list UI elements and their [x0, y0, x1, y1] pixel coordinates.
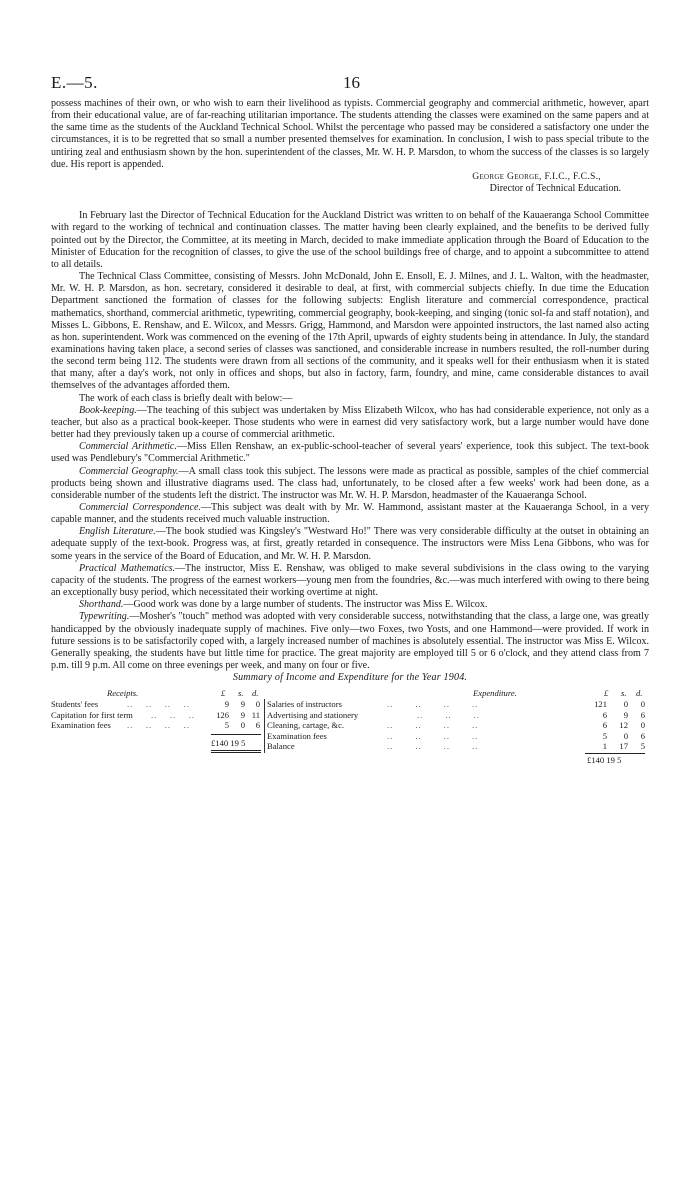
expenditure-subtotal-rule	[585, 753, 645, 754]
subject-paragraph	[51, 563, 649, 599]
expenditure-shillings: 0	[623, 730, 628, 741]
receipts-total-rule	[211, 750, 261, 751]
receipt-label: Students' fees	[51, 699, 99, 710]
subject-title: Shorthand.	[79, 599, 124, 611]
pounds-symbol: £	[221, 688, 226, 699]
expenditure-column	[267, 688, 649, 766]
expenditure-pence: 6	[640, 709, 645, 720]
subject-paragraph	[51, 599, 649, 611]
pence-symbol: d.	[252, 688, 259, 699]
receipt-pence: 0	[255, 699, 260, 710]
leader-dots: .. .. .. ..	[127, 720, 190, 731]
receipts-header-row	[51, 688, 265, 699]
subject-title: English Literature.	[79, 526, 156, 538]
receipts-subtotal-rule	[211, 734, 261, 735]
receipt-pence: 11	[251, 709, 260, 720]
shillings-symbol: s.	[238, 688, 244, 699]
receipts-total-rule	[211, 752, 261, 753]
receipt-pounds: 9	[224, 699, 229, 710]
leader-dots: .. .. .. ..	[387, 720, 479, 731]
leader-dots: .. .. ..	[151, 709, 196, 720]
receipt-row	[51, 699, 265, 709]
expenditure-pounds: 6	[602, 709, 607, 720]
section-gap	[51, 195, 649, 210]
report-paragraph-3: The work of each class is briefly dealt with below:—	[79, 392, 293, 404]
expenditure-header-row	[267, 688, 649, 699]
expenditure-pence: 5	[640, 740, 645, 751]
signature-title: Director of Technical Education.	[489, 183, 621, 195]
expenditure-shillings: 17	[619, 740, 628, 751]
expenditure-shillings: 9	[623, 709, 628, 720]
leader-dots: .. .. .. ..	[387, 740, 479, 751]
subject-title: Commercial Geography.	[79, 465, 179, 477]
expenditure-pounds: 1	[602, 740, 607, 751]
subject-text: —The teaching of this subject was undertaken by Miss Elizabeth Wilcox, who has had considerable experience, not only as a teacher, but also as a practical book-keeper. Those students who were in earnest did very satisfactory work, but a large number would have done better had they previously taken up a course of commercial arithmetic.	[51, 404, 649, 441]
receipt-shillings: 9	[240, 699, 245, 710]
summary-table	[51, 688, 649, 766]
pounds-symbol: £	[604, 688, 609, 699]
subject-text: —Mosher's "touch" method was adopted with very considerable success, notwithstanding that the class, a large one, was greatly handicapped by the obviously inadequate supply of machines. Five only—two Foxes, two Yosts, and one Hammond—were provided. If work in future sessions is to be satisfactorily coped with, a largely increased number of machines is absolutely essential. The instructor was Miss E. Wilcox. Generally speaking, the students have but little time for practice. The great majority are employed till 5 or 6 o'clock, and they attend class from 7 p.m. till 9 p.m. All come on three evenings per week, and many on four or five.	[51, 611, 649, 672]
page-number: 16	[343, 73, 360, 92]
report-paragraph-2: The Technical Class Committee, consisting of Messrs. John McDonald, John E. Ensoll, E. J. Milnes, and J. L. Walton, with the headmaster, Mr. W. H. P. Marsdon, as hon. secretary, considered it desirable to deal, at first, with commercial subjects chiefly. In due time the Education Department sanctioned the formation of classes for the following subjects: English literature and commercial correspondence, practical mathematics, shorthand, commercial arithmetic, typewriting, commercial geography, book-keeping, and singing (tonic sol-fa and staff notation), and Misses L. Gibbons, E. Renshaw, and E. Wilcox, and Messrs. Grigg, Hammond, and Marsdon were appointed instructors, the last named also acting as hon. superintendent. Work was commenced on the evening of the 17th April, upwards of eighty students being in attendance. In July, the standard examinations having taken place, a second series of classes was sanctioned, and considerable increase in numbers resulted, the roll-number during the second term being 112. The students were drawn from all sections of the community, and it speaks well for their enthusiasm when it is stated that many, after a day's work, not only in offices and shops, but also in factory, farm, foundry, and mine, came considerable distances to avail themselves of the advantages afforded them.	[51, 271, 649, 392]
expenditure-row	[267, 741, 649, 751]
receipt-pounds: 5	[224, 720, 229, 731]
expenditure-pence: 0	[640, 720, 645, 731]
expenditure-label: Advertising and stationery	[267, 709, 359, 720]
receipts-heading: Receipts.	[107, 688, 139, 699]
page-header	[51, 73, 649, 93]
expenditure-row	[267, 731, 649, 741]
subject-paragraph	[51, 441, 649, 465]
document-reference: E.—5.	[51, 73, 98, 92]
receipt-label: Examination fees	[51, 720, 111, 731]
subject-text: —The instructor, Miss E. Renshaw, was obliged to make several subdivisions in the class owing to the varying capacity of the students. The progress of the earnest workers—young men from the foundries, &c.—was much interfered with owing to there being an exceptionally busy period, which necessitated their working overtime at night.	[51, 562, 650, 599]
leader-dots: .. .. .. ..	[387, 730, 479, 741]
pence-symbol: d.	[636, 688, 643, 699]
receipt-shillings: 9	[240, 709, 245, 720]
leader-dots: .. .. .. ..	[387, 699, 479, 710]
expenditure-pounds: 6	[602, 720, 607, 731]
receipt-row	[51, 720, 265, 730]
subject-title: Practical Mathematics.	[79, 562, 175, 574]
subject-paragraph	[51, 502, 649, 526]
subject-text: —Miss Ellen Renshaw, an ex-public-school-teacher of several years' experience, took this subject. The text-book used was Pendlebury's "Commercial Arithmetic."	[51, 441, 649, 465]
expenditure-pence: 6	[640, 730, 645, 741]
column-divider	[264, 699, 265, 753]
receipt-label: Capitation for first term	[51, 709, 133, 720]
subject-paragraph	[51, 611, 649, 672]
subject-text: —The book studied was Kingsley's "Westward Ho!" There was very considerable difficulty at the outset in obtaining an adequate supply of the text-book. Progress was, at first, greatly retarded in consequence. The instructors were Miss Lena Gibbons, who was for some years in the service of the Board of Education, and Mr. W. H. P. Marsdon.	[51, 526, 649, 562]
subject-text: —Good work was done by a large number of students. The instructor was Miss E. Wilcox.	[123, 599, 488, 611]
subject-paragraph	[51, 405, 649, 441]
expenditure-pounds: 121	[594, 699, 607, 710]
expenditure-label: Salaries of instructors	[267, 699, 342, 710]
expenditure-row	[267, 720, 649, 730]
subject-title: Commercial Arithmetic.	[79, 441, 177, 453]
receipt-row	[51, 710, 265, 720]
subject-paragraph	[51, 526, 649, 562]
summary-caption: Summary of Income and Expenditure for the Year 1904.	[232, 672, 468, 684]
subject-title: Commercial Correspondence.	[79, 502, 201, 513]
leader-dots: .. .. .. ..	[127, 699, 190, 710]
receipt-pounds: 126	[216, 709, 229, 720]
subject-title: Book-keeping.	[79, 404, 137, 416]
expenditure-shillings: 0	[623, 699, 628, 710]
intro-paragraph: possess machines of their own, or who wish to earn their livelihood as typists. Commercial geography and commercial arithmetic, however, apart from their educational value, are of far-reaching utilitarian importance. The students attending the classes were examined on the same papers and at the same time as the students of the Auckland Technical School. Whilst the percentage who passed may be considered a satisfactory one under the circumstances, it is to be regretted that so small a number presented themselves for examination. In conclusion, I wish to pass special tribute to the untiring zeal and enthusiasm shown by the hon. superintendent of the classes, Mr. W. H. P. Marsdon, to whom the success of the classes is so largely due. His report is appended.	[51, 98, 649, 170]
receipts-total: £140 19 5	[211, 738, 246, 749]
receipts-column	[51, 688, 265, 749]
subject-title: Typewriting.	[79, 611, 130, 623]
expenditure-pence: 0	[640, 699, 645, 710]
expenditure-label: Examination fees	[267, 730, 327, 741]
expenditure-heading: Expenditure.	[473, 688, 517, 699]
expenditure-pounds: 5	[602, 730, 607, 741]
expenditure-label: Balance	[267, 740, 295, 751]
page-body	[51, 98, 650, 766]
expenditure-total: £140 19 5	[587, 755, 622, 766]
receipt-pence: 6	[255, 720, 260, 731]
signature-name: George George, F.I.C., F.C.S.,	[472, 170, 601, 182]
subject-text: —A small class took this subject. The lessons were made as practical as possible, samples of the chief commercial products being shown and illustrative diagrams used. The class had, unfortunately, to be closed after a few weeks' work had been done, as a considerable number of the students left the district. The instructor was Mr. W. H. P. Marsdon, headmaster of the Kauaeranga School.	[51, 465, 649, 501]
expenditure-shillings: 12	[619, 720, 628, 731]
shillings-symbol: s.	[621, 688, 627, 699]
expenditure-row	[267, 710, 649, 720]
subject-paragraph	[51, 466, 649, 502]
report-paragraph-1: In February last the Director of Technical Education for the Auckland District was written to on behalf of the Kauaeranga School Committee with regard to the working of technical and continuation classes. The matter having been clearly explained, and the benefits to be derived fully pointed out by the Director, the Committee, at its meeting in March, decided to make immediate application through the Board of Education to the Minister of Education for the recognition of classes, to give the use of the school buildings free of charge, and to appoint a subcommittee to attend to all details.	[51, 210, 649, 270]
expenditure-row	[267, 699, 649, 709]
leader-dots: .. .. ..	[417, 709, 480, 720]
expenditure-label: Cleaning, cartage, &c.	[267, 720, 345, 731]
subject-text: —This subject was dealt with by Mr. W. Hammond, assistant master at the Kauaeranga School, in a very capable manner, and the students received much valuable instruction.	[51, 502, 649, 526]
receipt-shillings: 0	[240, 720, 245, 731]
